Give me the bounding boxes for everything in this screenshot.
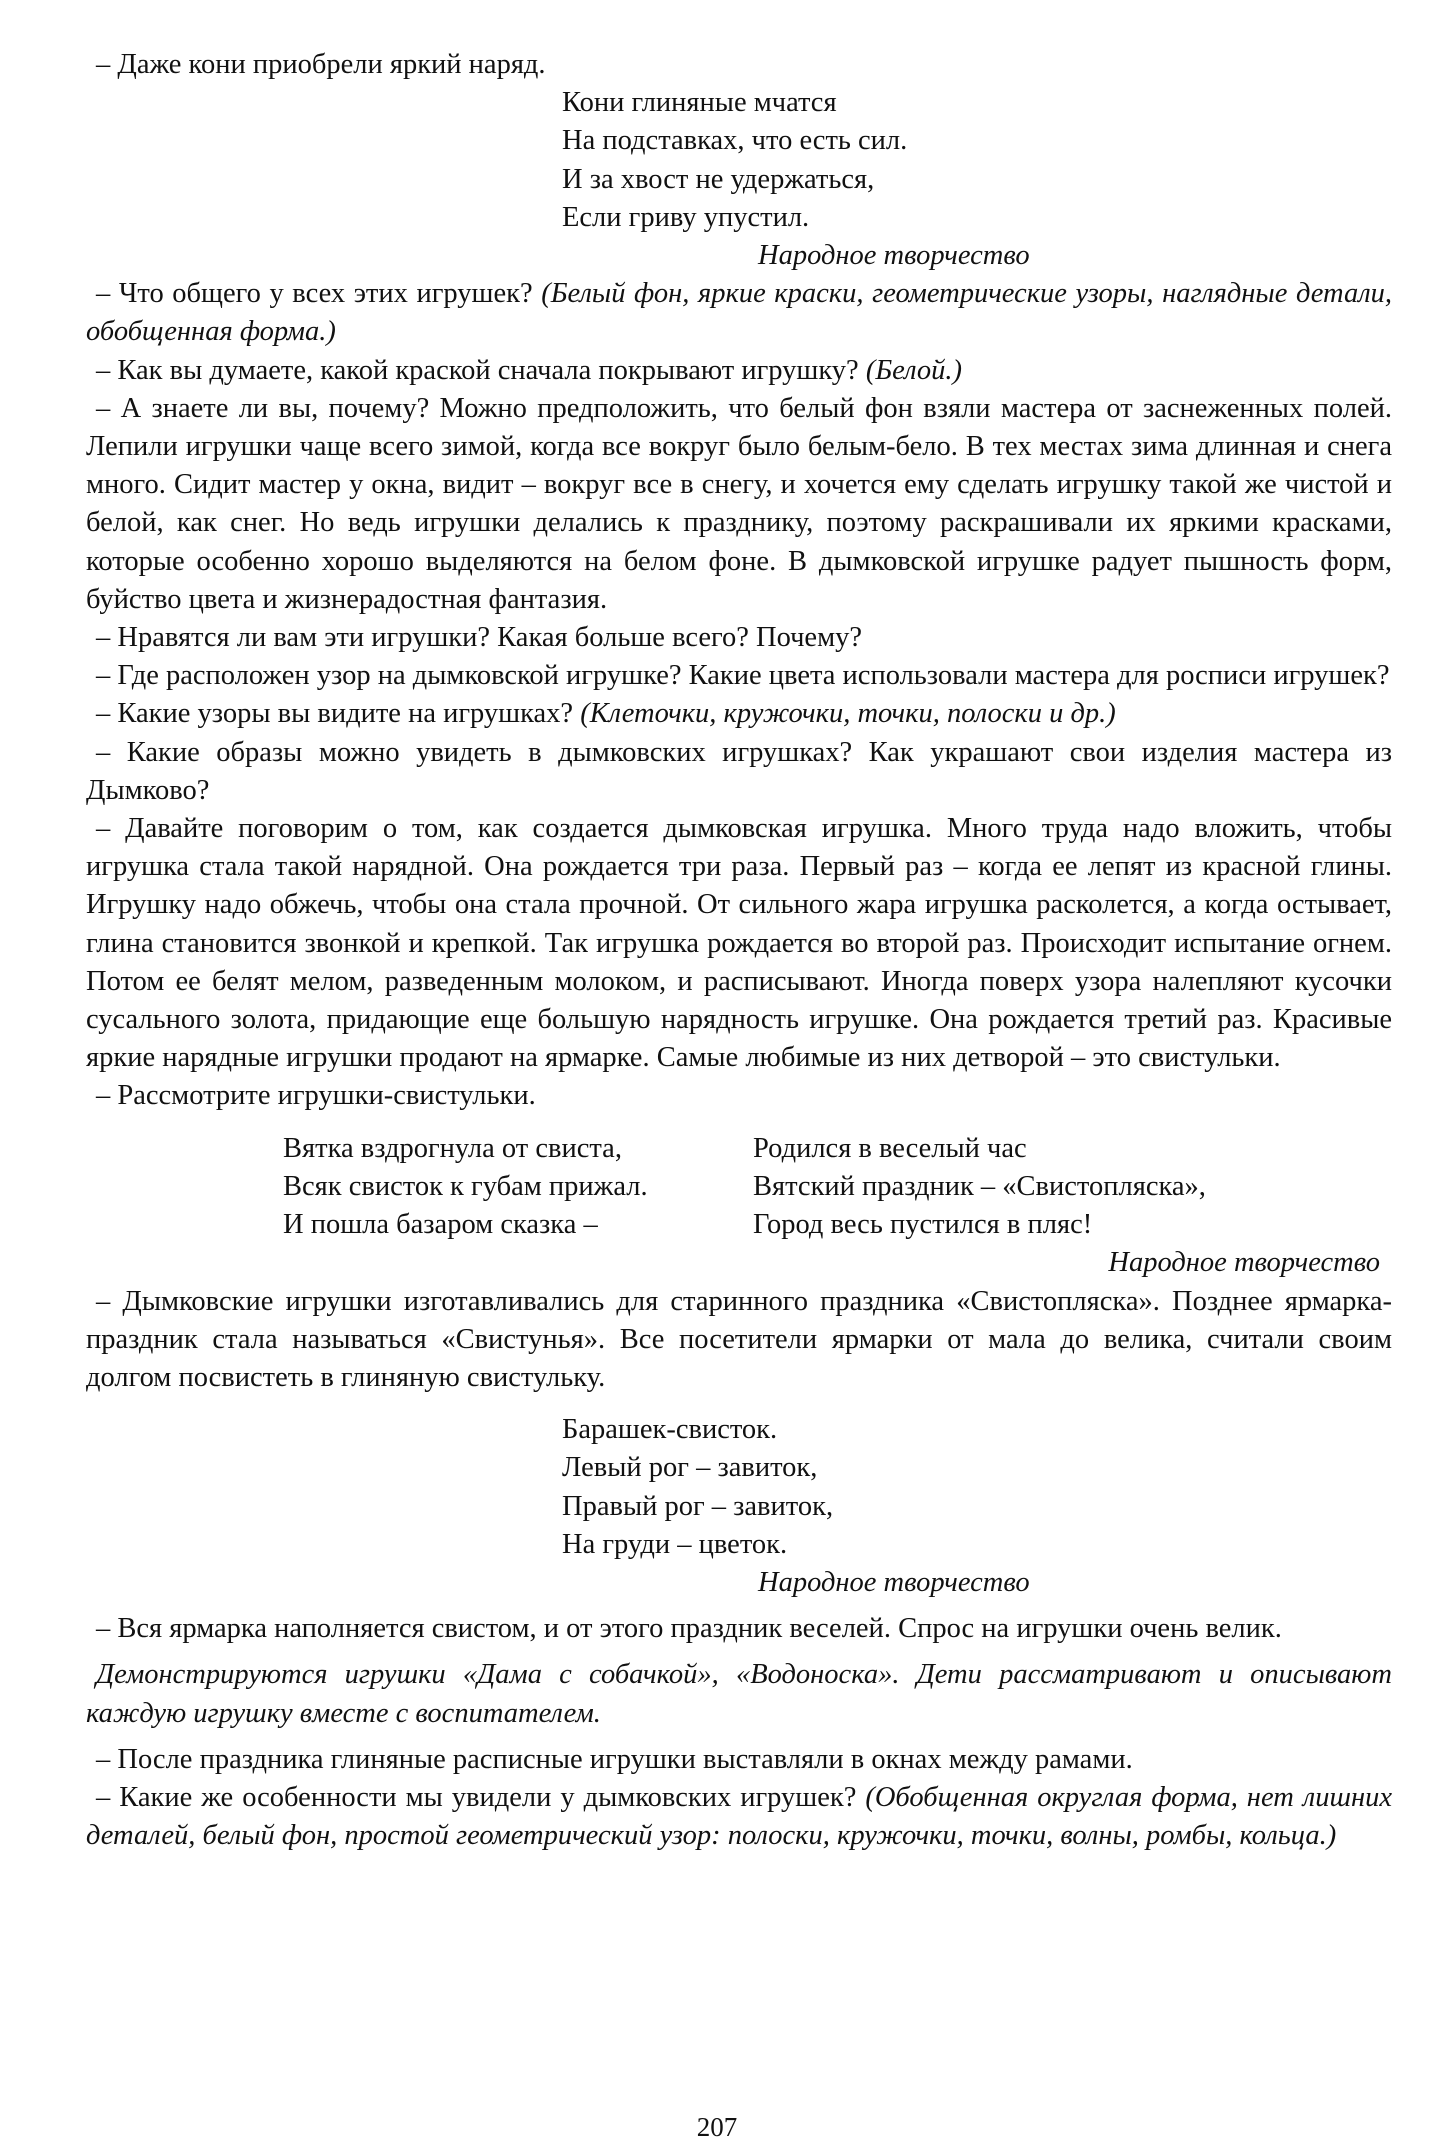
answer-note: (Белой.) [865,354,962,386]
poem-line: Кони глиняные мчатся [562,87,837,119]
question-text: – Как вы думаете, какой краской сначала покрывают игрушку? [96,354,866,386]
paragraph-8: – Какие образы можно увидеть в дымковских игрушках? Как украшают свои изделия мастера из Дымково? [86,736,1392,806]
poem-credit: Народное творчество [758,240,1030,272]
paragraph-13-stage-direction: Демонстрируются игрушки «Дама с собачкой», «Водоноска». Дети рассматривают и описывают каждую игрушку вместе с воспитателем. [86,1659,1392,1729]
answer-note: (Белый фон, яркие краски, геометрические узоры, наглядные детали, обобщенная форма.) [86,278,1392,348]
answer-note: (Обобщенная округлая форма, нет лишних деталей, белый фон, простой геометрический узор: полоски, кружочки, точки, волны, ромбы, кольца.) [86,1781,1393,1852]
spacer [86,1648,1392,1656]
page-content [86,46,1392,1855]
poem-line: Всяк свисток к губам прижал. [283,1170,648,1202]
paragraph-14: – После праздника глиняные расписные игрушки выставляли в окнах между рамами. [96,1743,1133,1775]
poem-line: И пошла базаром сказка – [283,1209,598,1241]
poem-line: Город весь пустился в пляс! [753,1209,1093,1241]
answer-note: (Клеточки, кружочки, точки, полоски и др.) [580,698,1116,730]
spacer [86,1733,1392,1741]
question-text: – Какие же особенности мы увидели у дымковских игрушек? [96,1781,866,1813]
poem-line: Барашек-свисток. [562,1414,778,1446]
paragraph-1: – Даже кони приобрели яркий наряд. [96,49,546,80]
paragraph-6: – Где расположен узор на дымковской игрушке? Какие цвета использовали мастера для росписи игрушек? [96,660,1390,692]
paragraph-3 [86,352,1392,390]
poem-horses [86,84,1392,237]
paragraph-10: – Рассмотрите игрушки-свистульки. [96,1080,536,1112]
paragraph-15 [86,1779,1392,1855]
paragraph-12: – Вся ярмарка наполняется свистом, и от этого праздник веселей. Спрос на игрушки очень велик. [96,1613,1282,1645]
poem-column-right [753,1130,1206,1245]
poem-credit: Народное творчество [1108,1247,1380,1279]
poem-line: Правый рог – завиток, [562,1490,834,1522]
question-text: – Какие узоры вы видите на игрушках? [96,698,581,730]
paragraph-7 [86,695,1392,733]
poem-lamb [86,1411,1392,1564]
paragraph-2 [86,275,1392,351]
paragraph-9: – Давайте поговорим о том, как создается дымковская игрушка. Много труда надо вложить, чтобы игрушка стала такой нарядной. Она рождается три раза. Первый раз – когда ее лепят из красной глины. Игрушку надо обжечь, чтобы она стала прочной. От сильного жара игрушка расколется, а когда остывает, глина становится звонкой и крепкой. Так игрушка рождается во второй раз. Происходит испытание огнем. Потом ее белят мелом, разведенным молоком, и расписывают. Иногда поверх узора налепляют кусочки сусального золота, придающие еще большую нарядность игрушке. Она рождается третий раз. Красивые яркие нарядные игрушки продают на ярмарке. Самые любимые из них детворой – это свистульки. [86,813,1392,1074]
spacer [86,1397,1392,1411]
paragraph-11: – Дымковские игрушки изготавливались для старинного праздника «Свистопляска». Позднее ярмарка-праздник стала называться «Свистунья». Все посетители ярмарки от мала до велика, считали своим долгом посвистеть в глиняную свистульку. [86,1285,1392,1393]
poem-credit: Народное творчество [758,1566,1030,1598]
paragraph-5: – Нравятся ли вам эти игрушки? Какая больше всего? Почему? [96,622,863,654]
poem-line: Левый рог – завиток, [562,1452,818,1484]
poem-line: Вятка вздрогнула от свиста, [283,1132,622,1164]
poem-line: На груди – цветок. [562,1528,788,1560]
spacer [86,1602,1392,1610]
poem-whistle [86,1130,1392,1245]
poem-line: На подставках, что есть сил. [562,125,908,157]
poem-line: Родился в веселый час [753,1132,1027,1164]
poem-line: Вятский праздник – «Свистопляска», [753,1170,1206,1202]
poem-line: Если гриву упустил. [562,201,810,233]
poem-column-left [283,1130,753,1245]
poem-line: И за хвост не удержаться, [562,163,875,195]
paragraph-4: – А знаете ли вы, почему? Можно предположить, что белый фон взяли мастера от заснеженных полей. Лепили игрушки чаще всего зимой, когда все вокруг было белым-бело. В тех местах зима длинная и снега много. Сидит мастер у окна, видит – вокруг все в снегу, и хочется ему сделать игрушку такой же чистой и белой, как снег. Но ведь игрушки делались к празднику, поэтому раскрашивали их яркими красками, которые особенно хорошо выделяются на белом фоне. В дымковской игрушке радует пышность форм, буйство цвета и жизнерадостная фантазия. [86,392,1392,615]
page-number: 207 [696,2112,738,2142]
question-text: – Что общего у всех этих игрушек? [96,278,542,310]
